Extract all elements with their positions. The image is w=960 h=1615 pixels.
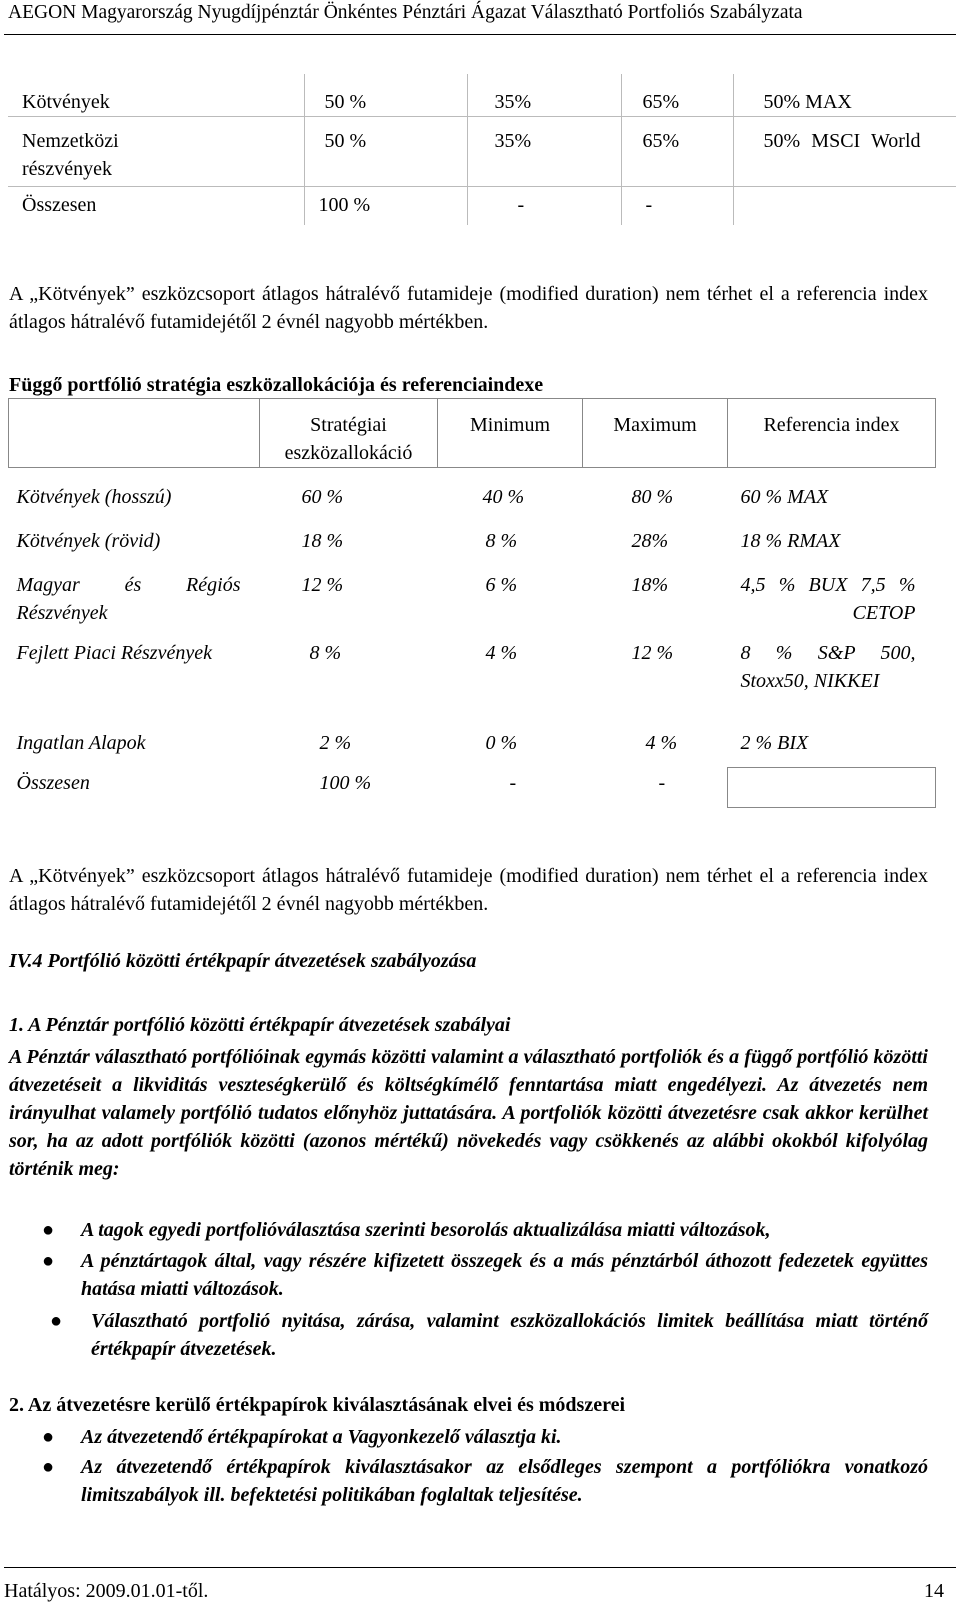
table-cell: Összesen (8, 187, 304, 225)
table-cell: 18 % RMAX (740, 530, 841, 552)
table-header-cell: Maximum (583, 399, 728, 468)
table-cell: 4 % (645, 732, 678, 754)
table-cell: 35% (467, 74, 621, 117)
bullet-icon: ● (42, 1456, 55, 1478)
table-cell: Összesen (16, 772, 90, 794)
table-cell: 50 % (304, 74, 467, 117)
subsection-1-title: 1. A Pénztár portfólió közötti értékpapír átvezetések szabályai (9, 1014, 511, 1036)
table-cell (9, 627, 260, 725)
subsection-1-body: A Pénztár választható portfólióinak egymás közötti valamint a választható portfoliók és a függő portfólió közötti átvezetéseit a likviditás veszteségkerülő és költségkímélő fenntartása miatt engedélyezi. Az átvezetés nem irányulhat valamely portfólió tudatos előnyhöz juttatására. A portfoliók közötti átvezetésre csak akkor kerülhet sor, ha az adott portfóliók közötti (azonos mértékű) növekedés vagy csökkenés az alábbi okokból kifolyólag történik meg: (9, 1046, 928, 1180)
dependent-portfolio-table (8, 398, 936, 808)
table-row (8, 74, 956, 117)
table-cell: 18 % (301, 530, 344, 552)
table-cell: 100 % (304, 187, 467, 225)
table-row (9, 725, 936, 767)
table-cell: 50 % (304, 117, 467, 187)
table-cell: 18% (631, 574, 669, 596)
table-cell (8, 117, 304, 187)
table-cell: 80 % (631, 486, 674, 508)
list-item (9, 1216, 928, 1244)
table-cell: 4 % (485, 642, 518, 664)
table-cell: 12 % (301, 574, 344, 596)
list-item-text: Az átvezetendő értékpapírokat a Vagyonkezelő választja ki. (81, 1426, 562, 1448)
table-cell: 65% (621, 74, 733, 117)
header-text: Stratégiai eszközallokáció (284, 414, 413, 464)
list-item (9, 1307, 928, 1363)
table-row (9, 468, 936, 512)
table-header-cell: Referencia index (728, 399, 936, 468)
table-cell: 2 % BIX (740, 732, 809, 754)
table-cell (728, 627, 936, 725)
table-cell: Kötvények (rövid) (16, 530, 161, 552)
table-cell: 60 % MAX (740, 486, 829, 508)
table-cell: - (621, 187, 733, 225)
portfolio-allocation-table (8, 74, 956, 225)
table-row (9, 555, 936, 627)
table-header-row (9, 399, 936, 468)
bullet-icon: ● (42, 1426, 55, 1448)
cell-text: Nemzetközi részvények (22, 130, 119, 180)
table-cell: - (467, 187, 621, 225)
table-cell: Ingatlan Alapok (16, 732, 146, 754)
list-item-text: Választható portfolió nyitása, zárása, valamint eszközallokációs limitek beállítása miatt történő értékpapír átvezetések. (91, 1310, 928, 1360)
list-item-text: Az átvezetendő értékpapírok kiválasztásakor az elsődleges szempont a portfóliókra vonatkozó limitszabályok ill. befektetési politikában foglaltak teljesítése. (81, 1456, 928, 1506)
cell-text: 4,5 % BUX 7,5 % CETOP (740, 574, 916, 624)
bullet-icon: ● (50, 1310, 63, 1332)
bullet-icon: ● (42, 1219, 55, 1241)
table-cell (733, 187, 956, 225)
table-row (9, 511, 936, 555)
list-item-text: A pénztártagok által, vagy részére kifizetett összegek és a más pénztárból áthozott fedezetek együttes hatása miatti változások. (81, 1250, 928, 1300)
table-cell: Kötvények (22, 91, 110, 113)
duration-note-2: A „Kötvények” eszközcsoport átlagos hátralévő futamideje (modified duration) nem térhet el a referencia index átlagos hátralévő futamidejétől 2 évnél nagyobb mértékben. (9, 865, 928, 915)
header-divider (4, 34, 956, 35)
table-cell: 65% (621, 117, 733, 187)
table-header-cell (9, 399, 260, 468)
subsection-2-bullets (9, 1423, 928, 1509)
duration-note-1: A „Kötvények” eszközcsoport átlagos hátralévő futamideje (modified duration) nem térhet el a referencia index átlagos hátralévő futamidejétől 2 évnél nagyobb mértékben. (9, 283, 928, 333)
section-title-dependent-portfolio: Függő portfólió stratégia eszközallokációja és referenciaindexe (9, 374, 544, 396)
cell-text: 50% MSCI World (763, 130, 921, 152)
table-row (8, 117, 956, 187)
cell-text: Fejlett Piaci Részvények (16, 642, 212, 664)
table-header-cell: Minimum (438, 399, 583, 468)
table-cell: - (658, 772, 666, 794)
table-cell: 0 % (485, 732, 518, 754)
table-cell (9, 555, 260, 627)
table-header-cell (260, 399, 438, 468)
table-row (9, 627, 936, 725)
cell-text: Magyar és Régiós Részvények (16, 574, 241, 624)
list-item-text: A tagok egyedi portfolióválasztása szerinti besorolás aktualizálása miatti változások, (81, 1219, 771, 1241)
table-cell (728, 767, 936, 807)
page-number: 14 (924, 1580, 944, 1602)
table-row (9, 767, 936, 807)
list-item (9, 1453, 928, 1509)
footer-effective-date: Hatályos: 2009.01.01-től. (4, 1580, 209, 1602)
table-row (8, 187, 956, 225)
subsection-2-title: 2. Az átvezetésre kerülő értékpapírok kiválasztásának elvei és módszerei (9, 1394, 626, 1416)
table-cell: 2 % (319, 732, 352, 754)
table-cell: - (509, 772, 517, 794)
table-cell: 60 % (301, 486, 344, 508)
table-cell: 28% (631, 530, 669, 552)
table-cell: 40 % (482, 486, 525, 508)
document-header: AEGON Magyarország Nyugdíjpénztár Önkéntes Pénztári Ágazat Választható Portfoliós Szabályzata (8, 2, 803, 23)
list-item (9, 1423, 928, 1451)
section-iv4-title: IV.4 Portfólió közötti értékpapír átvezetések szabályozása (9, 950, 477, 972)
table-cell (728, 555, 936, 627)
table-cell: 35% (467, 117, 621, 187)
table-cell: 50% MAX (733, 74, 956, 117)
table-cell: 100 % (319, 772, 372, 794)
table-cell: 8 % (309, 642, 342, 664)
bullet-icon: ● (42, 1250, 55, 1272)
table-cell: 6 % (485, 574, 518, 596)
list-item (9, 1247, 928, 1303)
table-cell: 8 % (485, 530, 518, 552)
table-cell: Kötvények (hosszú) (16, 486, 172, 508)
cell-text: 8 % S&P 500, Stoxx50, NIKKEI (740, 642, 916, 692)
footer-divider (4, 1567, 956, 1568)
table-cell: 12 % (631, 642, 674, 664)
subsection-1-bullets (9, 1216, 928, 1363)
table-cell (733, 117, 956, 187)
